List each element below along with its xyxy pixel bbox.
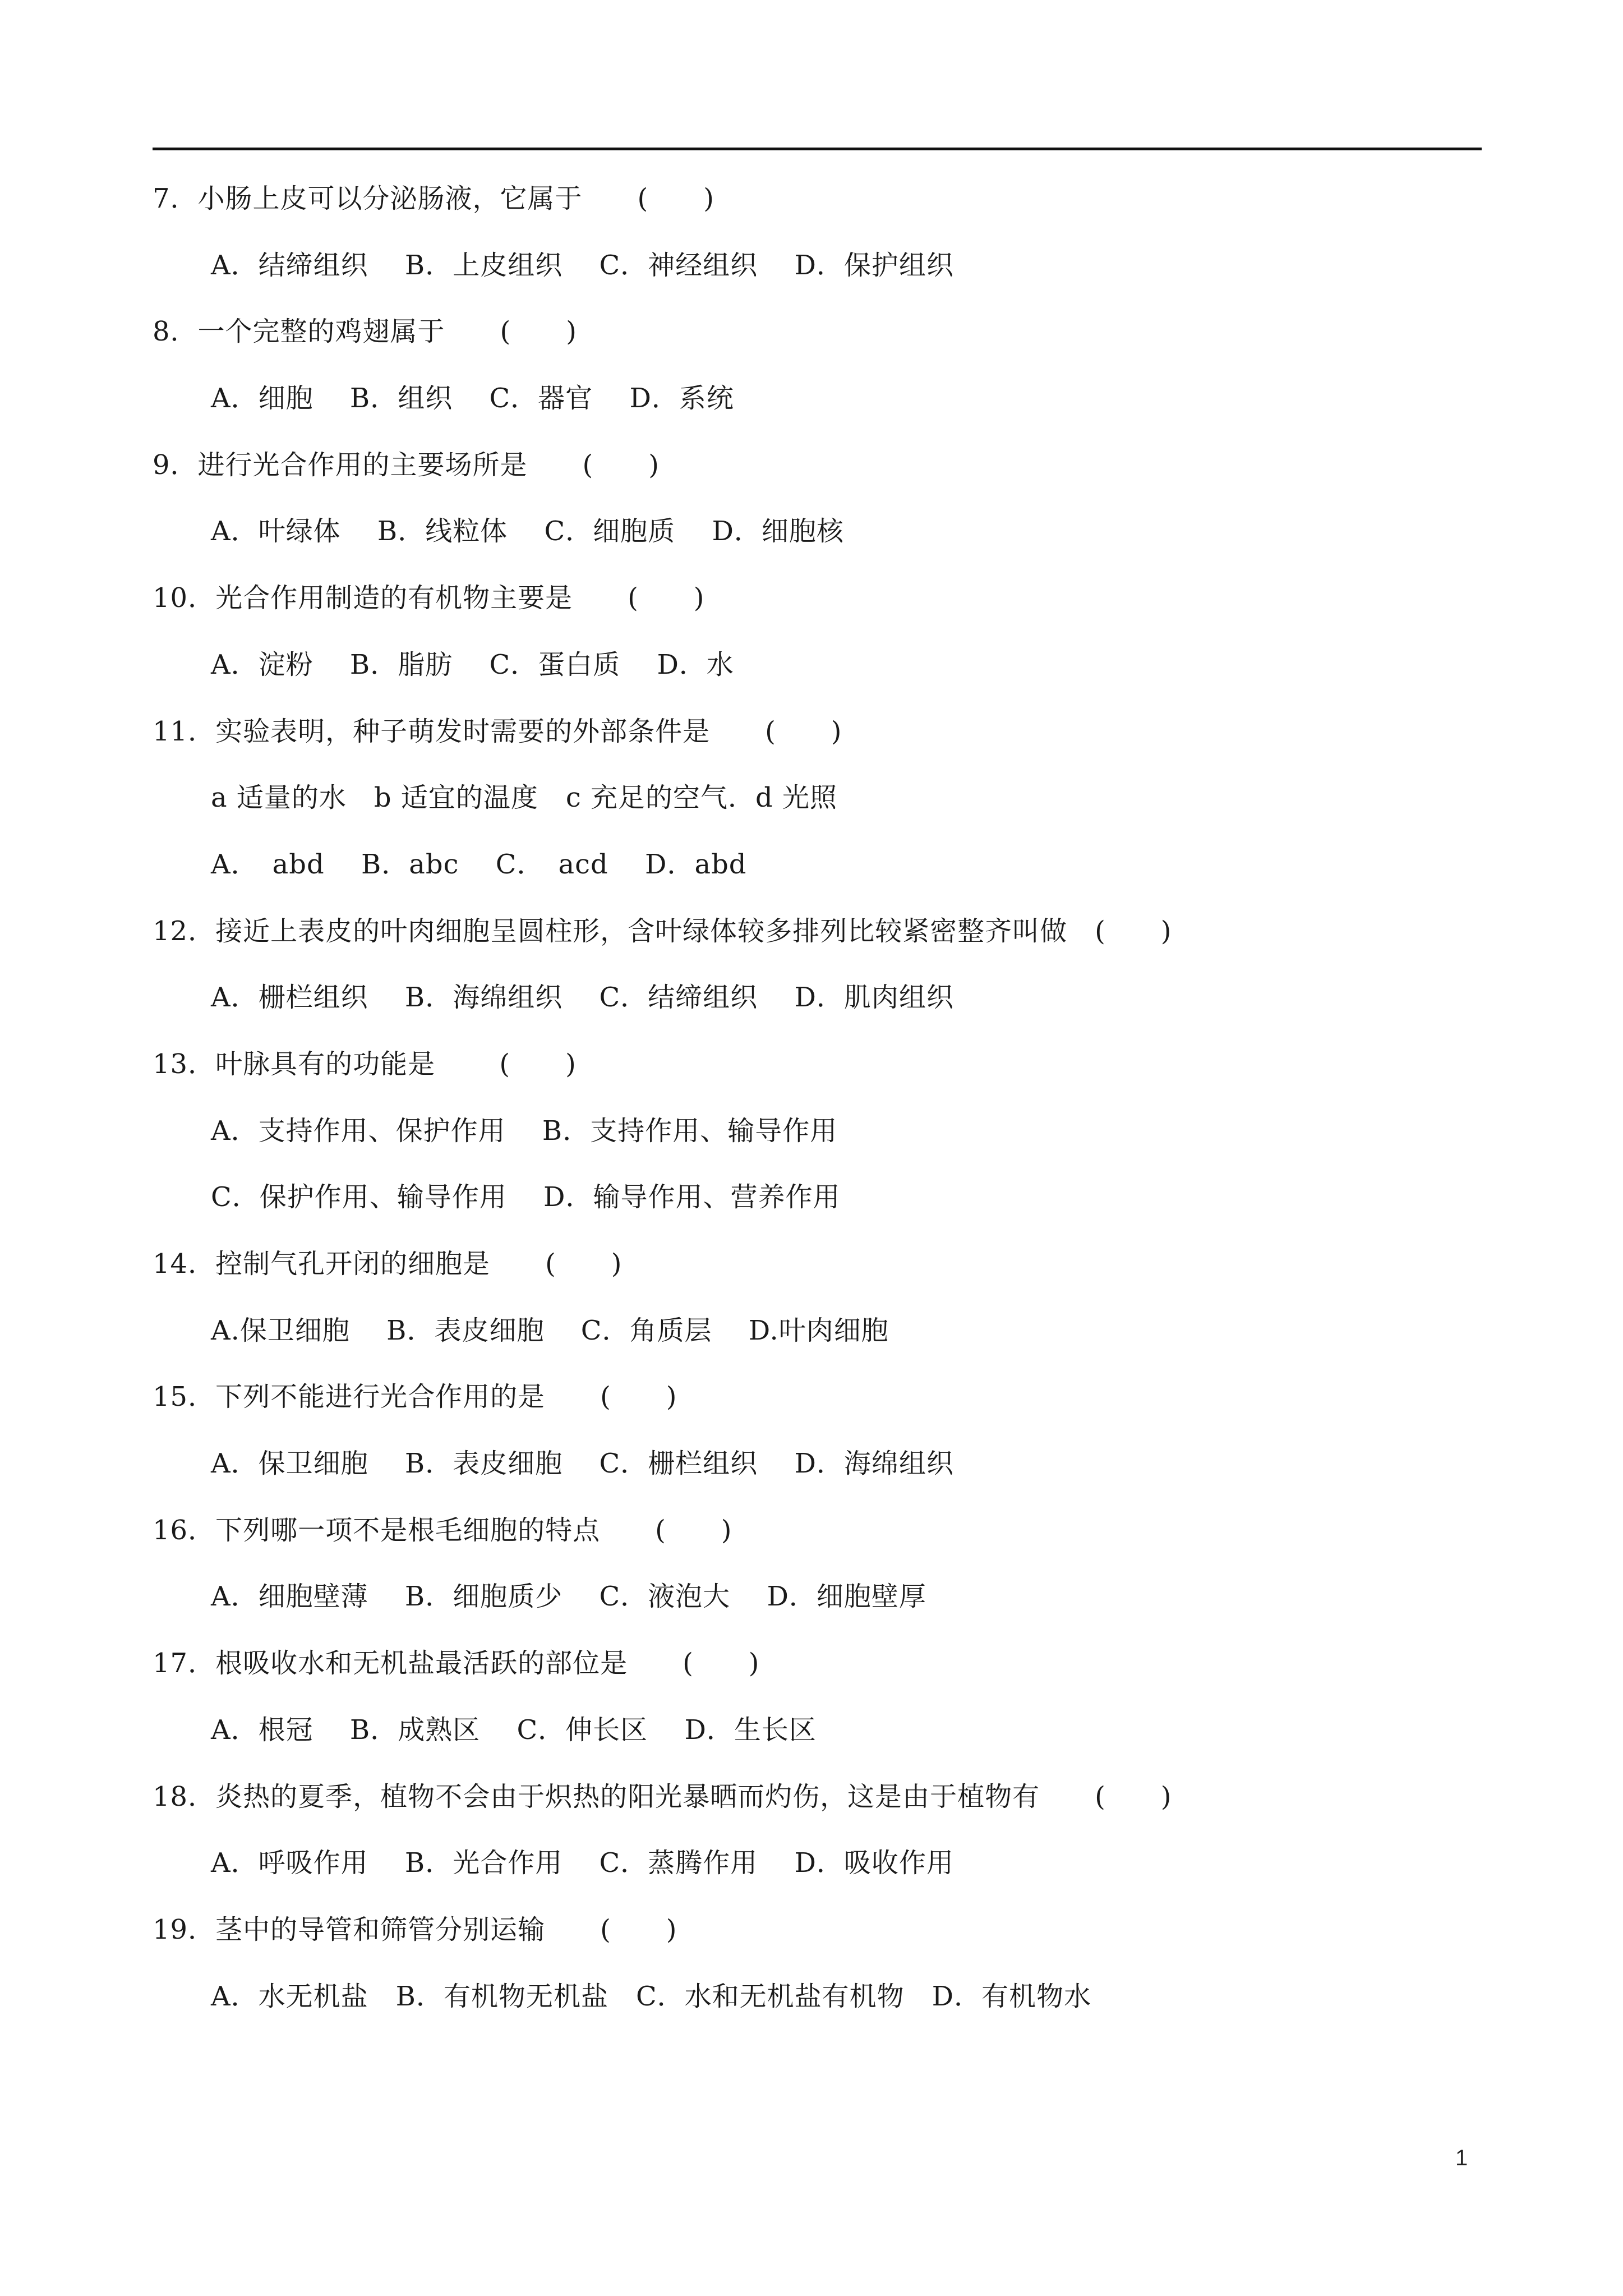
- header-rule: [153, 148, 1482, 150]
- options-8: A．细胞 B．组织 C．器官 D．系统: [211, 383, 734, 415]
- question-9: 9．进行光合作用的主要场所是 ( ): [153, 449, 660, 481]
- options-14: A.保卫细胞 B．表皮细胞 C．角质层 D.叶肉细胞: [211, 1314, 889, 1346]
- question-7: 7．小肠上皮可以分泌肠液，它属于 ( ): [153, 183, 714, 214]
- question-19: 19．茎中的导管和筛管分别运输 ( ): [153, 1913, 677, 1945]
- options-12: A．栅栏组织 B．海绵组织 C．结缔组织 D．肌肉组织: [211, 982, 954, 1014]
- options-16: A．细胞壁薄 B．细胞质少 C．液泡大 D．细胞壁厚: [211, 1581, 926, 1613]
- options-19: A．水无机盐 B．有机物无机盐 C．水和无机盐有机物 D．有机物水: [211, 1980, 1092, 2012]
- question-list: [153, 165, 1482, 2030]
- conditions-11: a 适量的水 b 适宜的温度 c 充足的空气．d 光照: [211, 782, 837, 814]
- options-11: A． abd B．abc C． acd D．abd: [211, 848, 747, 880]
- options-17: A．根冠 B．成熟区 C．伸长区 D．生长区: [211, 1714, 817, 1746]
- question-16: 16．下列哪一项不是根毛细胞的特点 ( ): [153, 1514, 732, 1546]
- question-15: 15．下列不能进行光合作用的是 ( ): [153, 1381, 677, 1413]
- question-17: 17．根吸收水和无机盐最活跃的部位是 ( ): [153, 1648, 760, 1680]
- page-number: 1: [1455, 2146, 1468, 2170]
- options-13-ab: A．支持作用、保护作用 B．支持作用、输导作用: [211, 1115, 838, 1147]
- question-18: 18．炎热的夏季，植物不会由于炽热的阳光暴晒而灼伤，这是由于植物有 ( ): [153, 1780, 1172, 1812]
- options-15: A．保卫细胞 B．表皮细胞 C．栅栏组织 D．海绵组织: [211, 1448, 954, 1480]
- question-12: 12．接近上表皮的叶肉细胞呈圆柱形，含叶绿体较多排列比较紧密整齐叫做 ( ): [153, 915, 1172, 947]
- options-13-cd: C．保护作用、输导作用 D．输导作用、营养作用: [211, 1181, 841, 1213]
- options-10: A．淀粉 B．脂肪 C．蛋白质 D．水: [211, 648, 734, 680]
- question-13: 13．叶脉具有的功能是 ( ): [153, 1048, 577, 1080]
- question-14: 14．控制气孔开闭的细胞是 ( ): [153, 1248, 623, 1280]
- options-9: A．叶绿体 B．线粒体 C．细胞质 D．细胞核: [211, 516, 844, 547]
- question-8: 8．一个完整的鸡翅属于 ( ): [153, 316, 577, 348]
- options-18: A．呼吸作用 B．光合作用 C．蒸腾作用 D．吸收作用: [211, 1847, 954, 1879]
- question-10: 10．光合作用制造的有机物主要是 ( ): [153, 582, 705, 614]
- options-7: A．结缔组织 B．上皮组织 C．神经组织 D．保护组织: [211, 249, 954, 281]
- question-11: 11．实验表明，种子萌发时需要的外部条件是 ( ): [153, 715, 842, 747]
